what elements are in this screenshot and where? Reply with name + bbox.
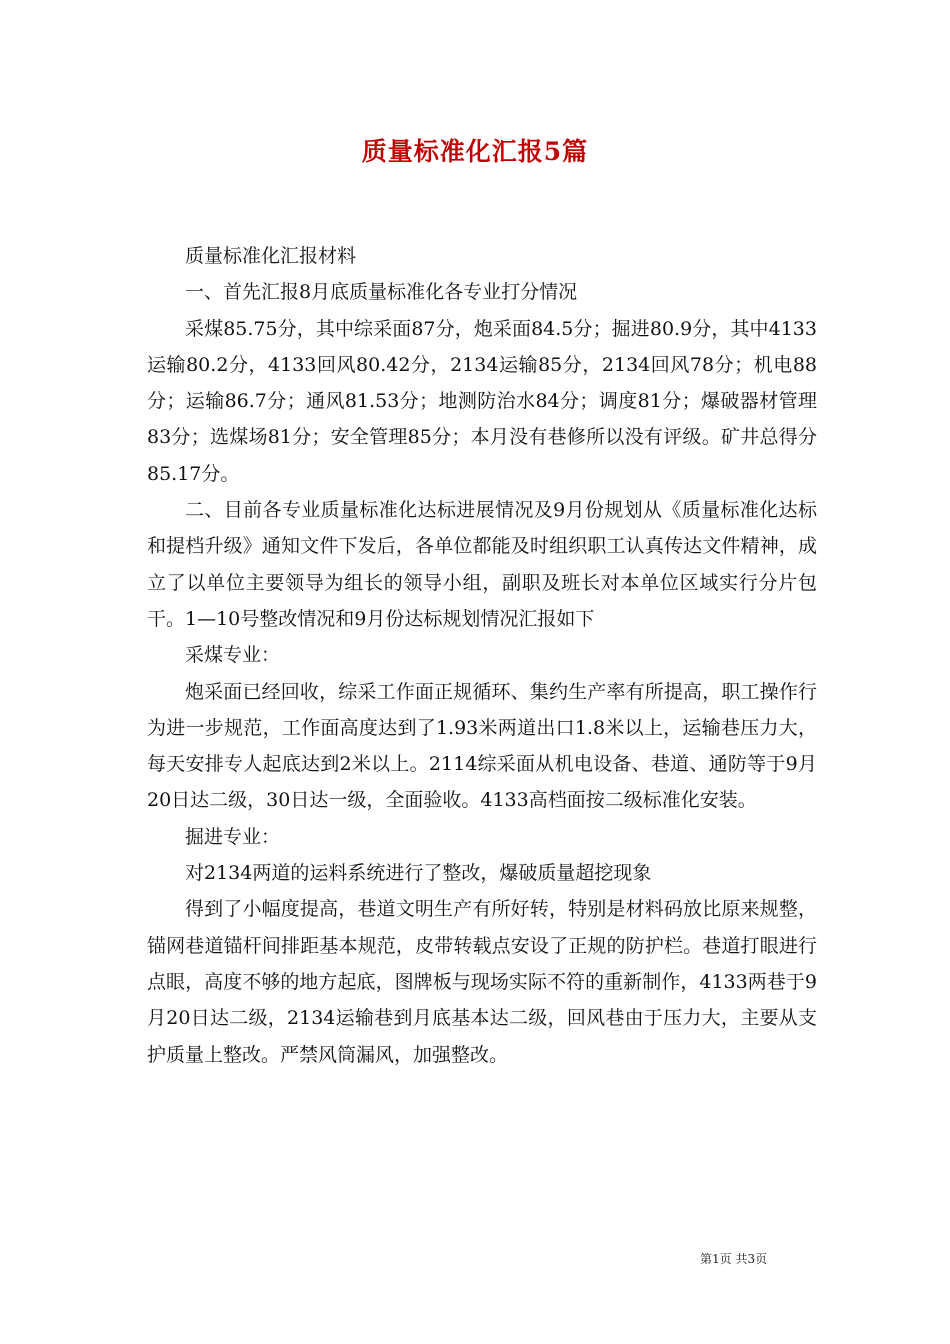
paragraph-1: 质量标准化汇报材料 <box>185 245 357 267</box>
page-number: 第1页 共3页 <box>700 1252 768 1266</box>
paragraph-5: 采煤专业： <box>185 644 281 667</box>
paragraph-3: 采煤85.75分，其中综采面87分，炮采面84.5分；掘进80.9分，其中4133运输80.2分，4133回风80.42分，2134运输85分，2134回风78分；机电88分；运输86.7分；通风81.53分；地测防治水84分；调度81分；爆破器材管理83分；选煤场81分；安全管理85分；本月没有巷修所以没有评级。矿井总得分85.17分。 <box>147 317 817 485</box>
paragraph-4: 二、目前各专业质量标准化达标进展情况及9月份规划从《质量标准化达标和提档升级》通知文件下发后，各单位都能及时组织职工认真传达文件精神，成立了以单位主要领导为组长的领导小组，副职及班长对本单位区域实行分片包干。1—10号整改情况和9月份达标规划情况汇报如下 <box>147 499 817 630</box>
paragraph-7: 掘进专业： <box>185 825 281 848</box>
paragraph-8: 对2134两道的运料系统进行了整改，爆破质量超挖现象 <box>185 862 652 885</box>
document-body <box>147 238 817 1073</box>
paragraph-2: 一、首先汇报8月底质量标准化各专业打分情况 <box>185 281 578 304</box>
page-title: 质量标准化汇报5篇 <box>361 137 589 166</box>
paragraph-6: 炮采面已经回收，综采工作面正规循环、集约生产率有所提高，职工操作行为进一步规范，工作面高度达到了1.93米两道出口1.8米以上，运输巷压力大，每天安排专人起底达到2米以上。2114综采面从机电设备、巷道、通防等于9月20日达二级，30日达一级，全面验收。4133高档面按二级标准化安装。 <box>147 680 817 812</box>
paragraph-9: 得到了小幅度提高，巷道文明生产有所好转，特别是材料码放比原来规整，锚网巷道锚杆间排距基本规范，皮带转载点安设了正规的防护栏。巷道打眼进行点眼，高度不够的地方起底，图牌板与现场实际不符的重新制作，4133两巷于9月20日达二级，2134运输巷到月底基本达二级，回风巷由于压力大，主要从支护质量上整改。严禁风筒漏风，加强整改。 <box>147 898 817 1066</box>
